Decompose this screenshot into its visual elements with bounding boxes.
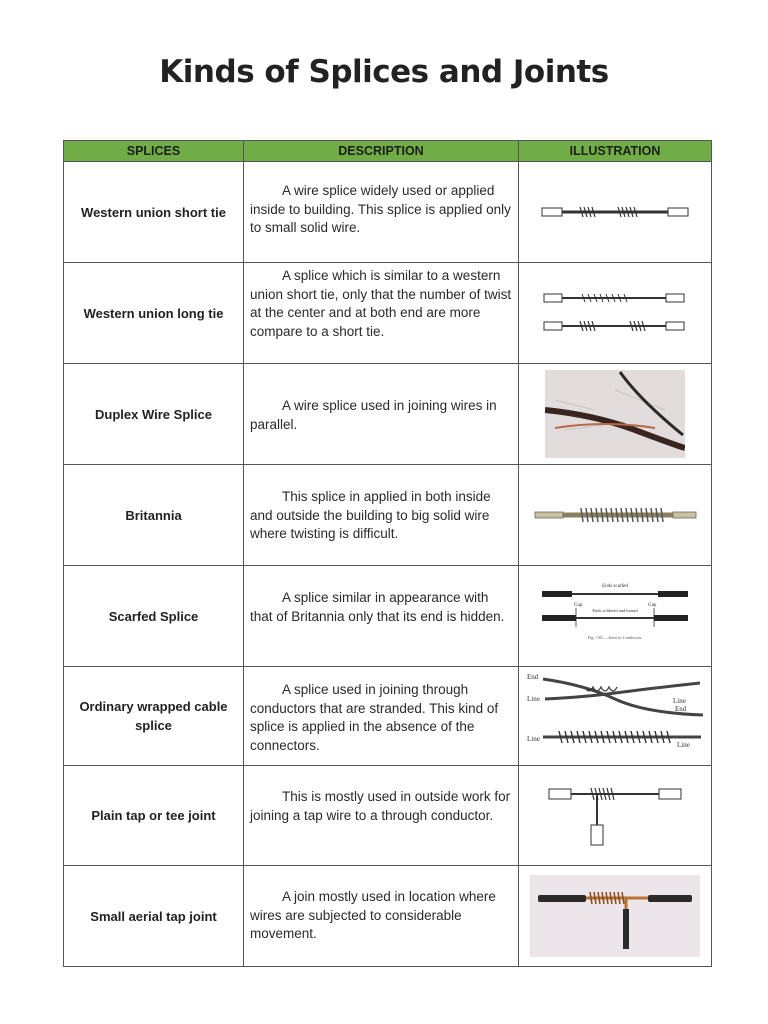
header-splices: SPLICES — [64, 141, 244, 162]
splice-name: Western union long tie — [64, 263, 244, 364]
header-illustration: ILLUSTRATION — [519, 141, 712, 162]
splices-table — [63, 140, 712, 967]
splice-description — [244, 263, 519, 364]
splice-description-text: This is mostly used in outside work for joining a tap wire to a through conductor. — [250, 789, 511, 823]
scarfed-label-middle: Ends soldered and bound — [592, 608, 638, 613]
cable-label-line-bottom-right: Line — [677, 741, 690, 749]
splice-description — [244, 766, 519, 866]
splice-description-text: A wire splice used in joining wires in parallel. — [250, 398, 497, 432]
splice-name: Scarfed Splice — [64, 566, 244, 667]
splice-illustration — [519, 263, 712, 364]
splice-illustration — [519, 667, 712, 766]
splice-description — [244, 364, 519, 465]
header-description: DESCRIPTION — [244, 141, 519, 162]
splice-description — [244, 566, 519, 667]
tee-joint-illustration — [545, 781, 685, 851]
splice-illustration — [519, 162, 712, 263]
table-header-row — [64, 141, 712, 162]
scarfed-label-gap-left: Gap — [574, 603, 583, 608]
splice-name: Plain tap or tee joint — [64, 766, 244, 866]
splice-name: Western union short tie — [64, 162, 244, 263]
scarfed-caption: Fig. 138.—Joint in Conductor. — [587, 635, 643, 640]
scarfed-label-top: Ends scarfed — [602, 584, 628, 589]
splice-description — [244, 465, 519, 566]
short-tie-illustration — [540, 202, 690, 222]
splice-description — [244, 162, 519, 263]
splice-description-text: A splice which is similar to a western union short tie, only that the number of twist at the center and at both end are more compare to a short tie. — [250, 268, 512, 339]
cable-label-line-left: Line — [527, 695, 540, 703]
splice-illustration — [519, 866, 712, 967]
table-row — [64, 263, 712, 364]
splice-description-text: This splice in applied in both inside and outside the building to big solid wire where twisting is difficult. — [250, 489, 491, 541]
splice-description-text: A splice similar in appearance with that of Britannia only that its end is hidden. — [250, 590, 505, 624]
splice-illustration — [519, 465, 712, 566]
cable-label-line-bottom-left: Line — [527, 735, 540, 743]
table-row — [64, 667, 712, 766]
table-row — [64, 566, 712, 667]
aerial-tap-photo — [530, 875, 700, 957]
page-title: Kinds of Splices and Joints — [159, 54, 609, 90]
splice-description-text: A join mostly used in location where wires are subjected to considerable movement. — [250, 889, 496, 941]
splice-illustration — [519, 566, 712, 667]
splice-name: Duplex Wire Splice — [64, 364, 244, 465]
splice-description-text: A wire splice widely used or applied inside to building. This splice is applied only to small solid wire. — [250, 183, 511, 235]
table-row — [64, 162, 712, 263]
splice-description — [244, 667, 519, 766]
splice-illustration — [519, 364, 712, 465]
splice-name: Ordinary wrapped cable splice — [64, 667, 244, 766]
table-row — [64, 465, 712, 566]
cable-label-end-right: End — [675, 705, 687, 713]
table-row — [64, 766, 712, 866]
splice-name: Britannia — [64, 465, 244, 566]
scarfed-label-gap-right: Gap — [648, 603, 657, 608]
splice-description-text: A splice used in joining through conductors that are stranded. This kind of splice is applied in the absence of the connectors. — [250, 682, 499, 753]
cable-label-end: End — [527, 673, 539, 681]
cable-splice-illustration — [525, 671, 705, 761]
scarfed-illustration — [540, 581, 690, 651]
britannia-illustration — [533, 503, 698, 527]
long-tie-illustration — [540, 288, 690, 338]
table-row — [64, 866, 712, 967]
cable-label-line-right: Line — [673, 697, 686, 705]
splice-description — [244, 866, 519, 967]
splice-illustration — [519, 766, 712, 866]
duplex-wire-photo — [545, 370, 685, 458]
splice-name: Small aerial tap joint — [64, 866, 244, 967]
table-row — [64, 364, 712, 465]
